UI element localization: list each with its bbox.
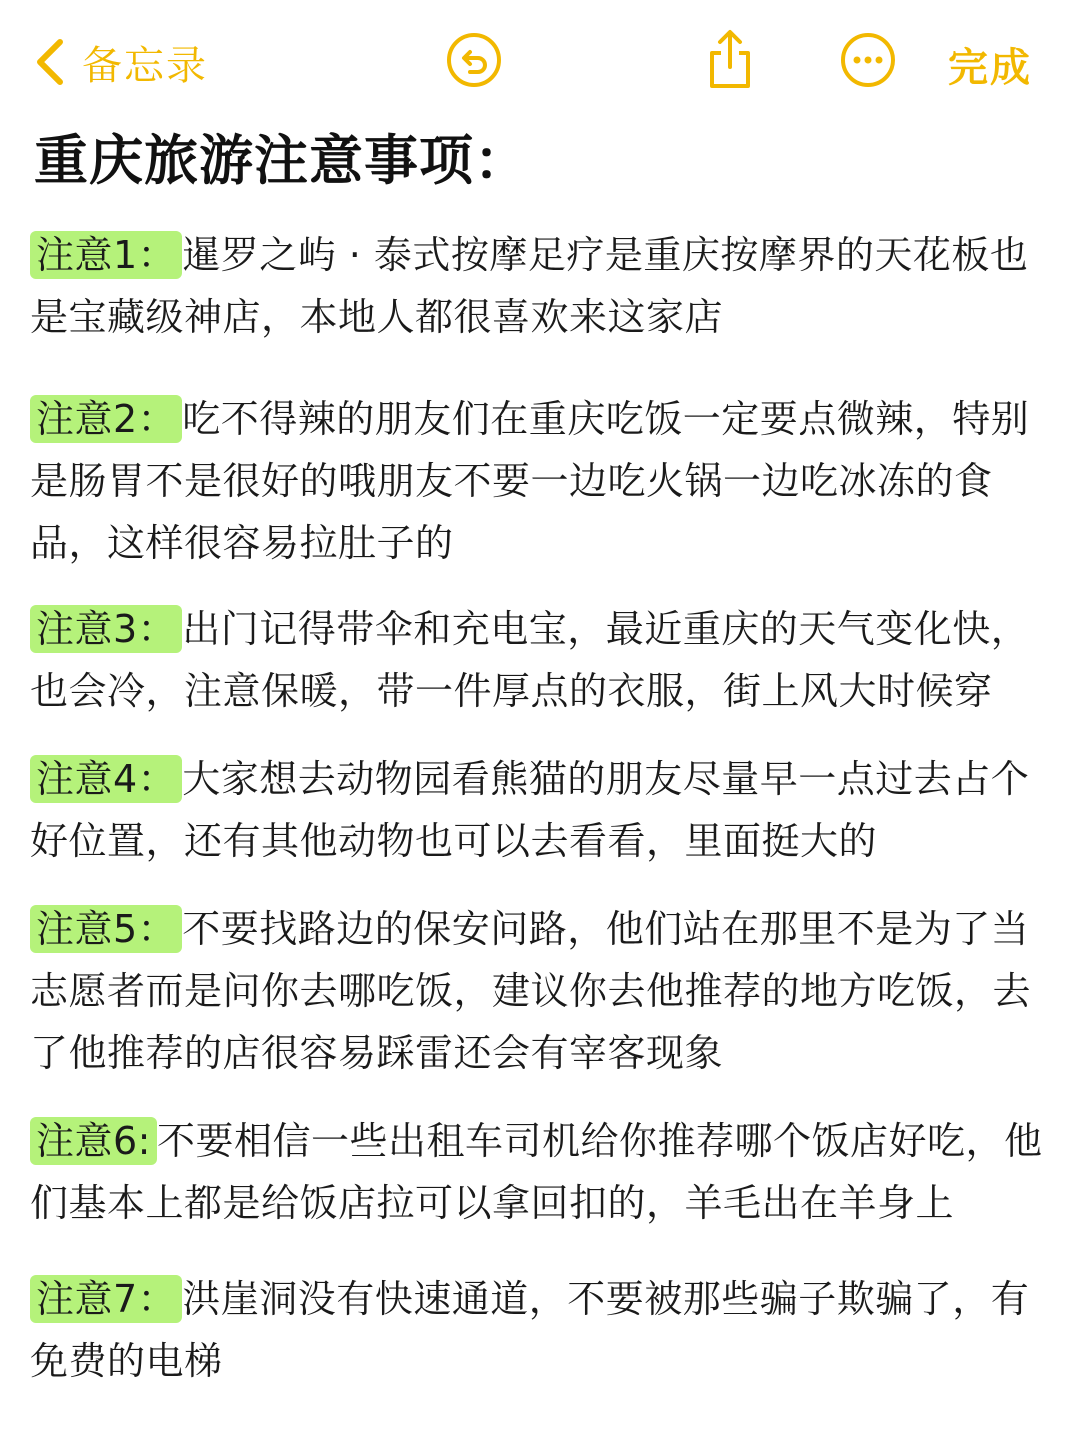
note-text: 出门记得带伞和充电宝，最近重庆的天气变化快，也会冷，注意保暖，带一件厚点的衣服，街上风大时候穿 — [30, 607, 1030, 713]
note-text: 不要找路边的保安问路，他们站在那里不是为了当志愿者而是问你去哪吃饭，建议你去他推荐的地方吃饭，去了他推荐的店很容易踩雷还会有宰客现象 — [30, 907, 1032, 1075]
note-item-6 — [30, 1110, 1060, 1234]
undo-button[interactable] — [444, 32, 504, 92]
note-text: 不要相信一些出租车司机给你推荐哪个饭店好吃，他们基本上都是给饭店拉可以拿回扣的，羊毛出在羊身上 — [30, 1119, 1043, 1225]
note-item-7 — [30, 1268, 1060, 1392]
share-icon — [704, 29, 756, 95]
note-text: 暹罗之屿 · 泰式按摩足疗是重庆按摩界的天花板也是宝藏级神店，本地人都很喜欢来这家店 — [30, 233, 1029, 339]
note-tag: 注意4： — [30, 755, 182, 803]
note-tag: 注意3： — [30, 605, 182, 653]
more-icon — [839, 31, 897, 93]
toolbar — [0, 22, 1080, 102]
more-button[interactable] — [838, 32, 898, 92]
undo-icon — [445, 31, 503, 93]
share-button[interactable] — [700, 32, 760, 92]
note-text: 大家想去动物园看熊猫的朋友尽量早一点过去占个好位置，还有其他动物也可以去看看，里面挺大的 — [30, 757, 1030, 863]
note-text: 洪崖洞没有快速通道，不要被那些骗子欺骗了，有免费的电梯 — [30, 1277, 1030, 1383]
back-label: 备忘录 — [82, 42, 208, 89]
note-title: 重庆旅游注意事项： — [34, 129, 529, 192]
note-tag: 注意7： — [30, 1275, 182, 1323]
back-button[interactable] — [34, 32, 208, 92]
note-item-1 — [30, 224, 1060, 348]
note-item-4 — [30, 748, 1060, 872]
chevron-left-icon — [34, 38, 64, 86]
note-item-5 — [30, 898, 1060, 1084]
note-tag: 注意6: — [30, 1117, 157, 1165]
note-tag: 注意2： — [30, 395, 182, 443]
note-item-2 — [30, 388, 1060, 574]
done-button[interactable]: 完成 — [948, 45, 1032, 91]
note-item-3 — [30, 598, 1060, 722]
note-tag: 注意5： — [30, 905, 182, 953]
note-tag: 注意1： — [30, 231, 182, 279]
note-text: 吃不得辣的朋友们在重庆吃饭一定要点微辣，特别是肠胃不是很好的哦朋友不要一边吃火锅一边吃冰冻的食品，这样很容易拉肚子的 — [30, 397, 1030, 565]
